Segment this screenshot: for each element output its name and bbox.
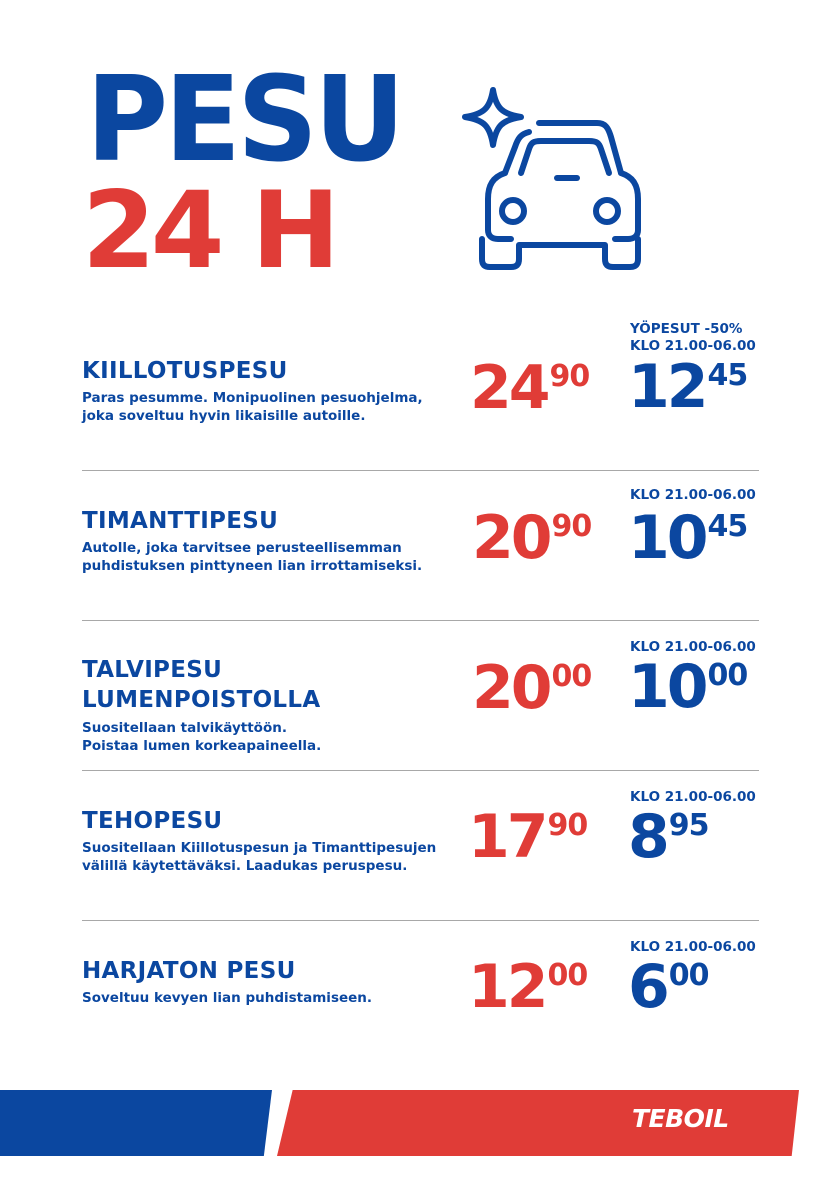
page-title: PESU xyxy=(86,50,402,188)
service-row-kiillotuspesu xyxy=(0,320,840,470)
price-cents: 90 xyxy=(551,509,592,544)
page-subtitle: 24 H xyxy=(82,169,336,292)
night-price-cents: 00 xyxy=(707,658,748,693)
night-price xyxy=(628,652,748,722)
service-row-timanttipesu xyxy=(0,470,840,620)
night-price-main: 8 xyxy=(628,802,667,872)
service-price xyxy=(472,503,592,573)
footer-band-blue xyxy=(0,1090,272,1156)
service-row-tehopesu xyxy=(0,770,840,920)
night-price-main: 6 xyxy=(628,952,667,1022)
night-price xyxy=(628,802,709,872)
service-row-harjaton xyxy=(0,920,840,1070)
night-price xyxy=(628,503,748,573)
service-description: Suositellaan Kiillotuspesun ja Timanttipesujen välillä käytettäväksi. Laadukas peruspesu. xyxy=(82,840,437,874)
night-wash-note: KLO 21.00-06.00 xyxy=(630,487,756,503)
price-main: 17 xyxy=(468,802,546,872)
price-cents: 90 xyxy=(547,808,588,843)
night-wash-note: YÖPESUT -50% KLO 21.00-06.00 xyxy=(630,321,756,354)
night-price-cents: 45 xyxy=(707,509,748,544)
night-price-main: 10 xyxy=(628,652,706,722)
night-price-cents: 95 xyxy=(668,808,709,843)
night-price xyxy=(628,352,748,422)
service-price xyxy=(468,952,588,1022)
service-price xyxy=(470,353,590,423)
night-price-main: 10 xyxy=(628,503,706,573)
night-price xyxy=(628,952,709,1022)
night-wash-note: KLO 21.00-06.00 xyxy=(630,639,756,655)
service-description: Soveltuu kevyen lian puhdistamiseen. xyxy=(82,990,373,1006)
service-name: KIILLOTUSPESU xyxy=(82,358,288,384)
price-main: 24 xyxy=(470,353,548,423)
night-price-main: 12 xyxy=(628,352,706,422)
service-name: TEHOPESU xyxy=(82,808,223,834)
price-cents: 00 xyxy=(547,958,588,993)
night-wash-note: KLO 21.00-06.00 xyxy=(630,939,756,955)
price-main: 12 xyxy=(468,952,546,1022)
price-main: 20 xyxy=(472,653,550,723)
service-name: TALVIPESU LUMENPOISTOLLA xyxy=(82,657,321,713)
service-description: Autolle, joka tarvitsee perusteellisemman puhdistuksen pinttyneen lian irrottamiseksi. xyxy=(82,540,423,574)
car-wash-sparkle-icon xyxy=(455,85,655,275)
teboil-logo: TEBOIL xyxy=(632,1104,729,1133)
night-price-cents: 00 xyxy=(668,958,709,993)
price-main: 20 xyxy=(472,503,550,573)
service-price xyxy=(472,653,592,723)
service-name: TIMANTTIPESU xyxy=(82,508,279,534)
service-row-talvipesu xyxy=(0,620,840,770)
price-cents: 90 xyxy=(549,359,590,394)
night-wash-note: KLO 21.00-06.00 xyxy=(630,789,756,805)
night-price-cents: 45 xyxy=(707,358,748,393)
service-description: Suositellaan talvikäyttöön. Poistaa lumen korkeapaineella. xyxy=(82,720,322,754)
service-description: Paras pesumme. Monipuolinen pesuohjelma, joka soveltuu hyvin likaisille autoille. xyxy=(82,390,423,424)
price-cents: 00 xyxy=(551,659,592,694)
service-name: HARJATON PESU xyxy=(82,958,296,984)
service-price xyxy=(468,802,588,872)
